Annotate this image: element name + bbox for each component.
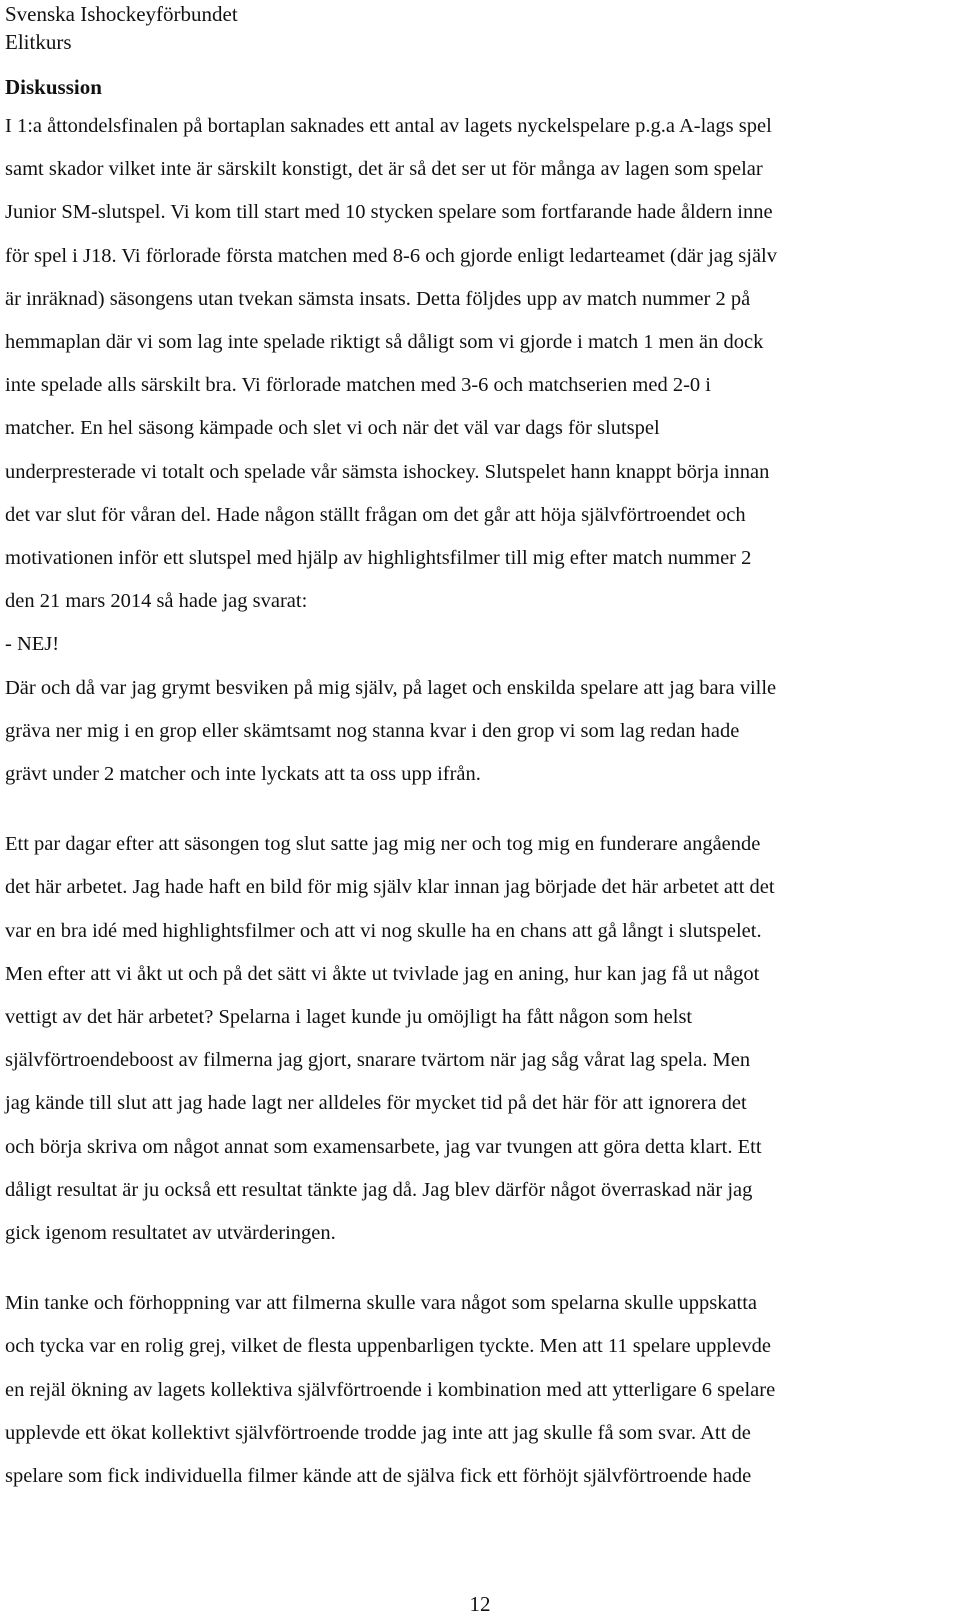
text-line: det här arbetet. Jag hade haft en bild för mig själv klar innan jag började det här arbetet att det — [5, 876, 775, 899]
text-line: en rejäl ökning av lagets kollektiva självförtroende i kombination med att ytterligare 6 spelare — [5, 1378, 776, 1401]
section-heading: Diskussion — [5, 75, 102, 99]
text-line: vettigt av det här arbetet? Spelarna i laget kunde ju omöjligt ha fått någon som helst — [5, 1006, 693, 1029]
text-line: och tycka var en rolig grej, vilket de flesta uppenbarligen tyckte. Men att 11 spelare upplevde — [5, 1335, 772, 1358]
organization-name: Svenska Ishockeyförbundet — [5, 2, 238, 26]
paragraph-2 — [5, 823, 945, 1255]
text-line: inte spelade alls särskilt bra. Vi förlorade matchen med 3-6 och matchserien med 2-0 i — [5, 374, 711, 397]
text-line: I 1:a åttondelsfinalen på bortaplan saknades ett antal av lagets nyckelspelare p.g.a A-lags spel — [5, 115, 772, 137]
text-line: och börja skriva om något annat som examensarbete, jag var tvungen att göra detta klart. Ett — [5, 1135, 762, 1158]
text-line: motivationen inför ett slutspel med hjälp av highlightsfilmer till mig efter match nummer 2 — [5, 547, 752, 570]
document-header — [5, 0, 945, 56]
text-line: är inräknad) säsongens utan tvekan sämsta insats. Detta följdes upp av match nummer 2 på — [5, 287, 751, 310]
text-line: - NEJ! — [5, 633, 60, 656]
text-line: var en bra idé med highlightsfilmer och att vi nog skulle ha en chans att gå långt i slutspelet. — [5, 919, 762, 942]
text-line: Junior SM-slutspel. Vi kom till start med 10 stycken spelare som fortfarande hade åldern inne — [5, 201, 773, 224]
document-page — [5, 0, 945, 1498]
text-line: gräva ner mig i en grop eller skämtsamt nog stanna kvar i den grop vi som lag redan hade — [5, 719, 740, 742]
text-line: dåligt resultat är ju också ett resultat tänkte jag då. Jag blev därför något överraskad när jag — [5, 1178, 753, 1201]
text-line: matcher. En hel säsong kämpade och slet vi och när det väl var dags för slutspel — [5, 417, 660, 440]
paragraph-1 — [5, 105, 945, 796]
page-number: 12 — [469, 1592, 491, 1616]
text-line: Min tanke och förhoppning var att filmerna skulle vara något som spelarna skulle uppskatta — [5, 1292, 758, 1315]
text-line: Men efter att vi åkt ut och på det sätt vi åkte ut tvivlade jag en aning, hur kan jag få ut något — [5, 962, 760, 985]
text-line: gick igenom resultatet av utvärderingen. — [5, 1222, 336, 1245]
text-line: den 21 mars 2014 så hade jag svarat: — [5, 590, 308, 613]
text-line: för spel i J18. Vi förlorade första matchen med 8-6 och gjorde enligt ledarteamet (där jag själv — [5, 244, 778, 267]
text-line: det var slut för våran del. Hade någon ställt frågan om det går att höja självförtroendet och — [5, 503, 746, 526]
text-line: samt skador vilket inte är särskilt konstigt, det är så det ser ut för många av lagen som spelar — [5, 158, 763, 181]
text-line: Ett par dagar efter att säsongen tog slut satte jag mig ner och tog mig en funderare angående — [5, 833, 761, 856]
text-line: Där och då var jag grymt besviken på mig själv, på laget och enskilda spelare att jag bara ville — [5, 676, 777, 699]
text-line: upplevde ett ökat kollektivt självförtroende trodde jag inte att jag skulle få som svar. Att de — [5, 1421, 751, 1444]
document-body — [5, 105, 945, 1498]
text-line: hemmaplan där vi som lag inte spelade riktigt så dåligt som vi gjorde i match 1 men än dock — [5, 331, 764, 354]
course-name: Elitkurs — [5, 30, 72, 54]
paragraph-3 — [5, 1282, 945, 1498]
text-line: jag kände till slut att jag hade lagt ner alldeles för mycket tid på det här för att ignorera det — [5, 1092, 747, 1115]
text-line: spelare som fick individuella filmer kände att de själva fick ett förhöjt självförtroende hade — [5, 1465, 752, 1488]
text-line: underpresterade vi totalt och spelade vår sämsta ishockey. Slutspelet hann knappt börja innan — [5, 460, 770, 483]
text-line: självförtroendeboost av filmerna jag gjort, snarare tvärtom när jag såg vårat lag spela. Men — [5, 1049, 751, 1072]
text-line: grävt under 2 matcher och inte lyckats att ta oss upp ifrån. — [5, 763, 481, 786]
